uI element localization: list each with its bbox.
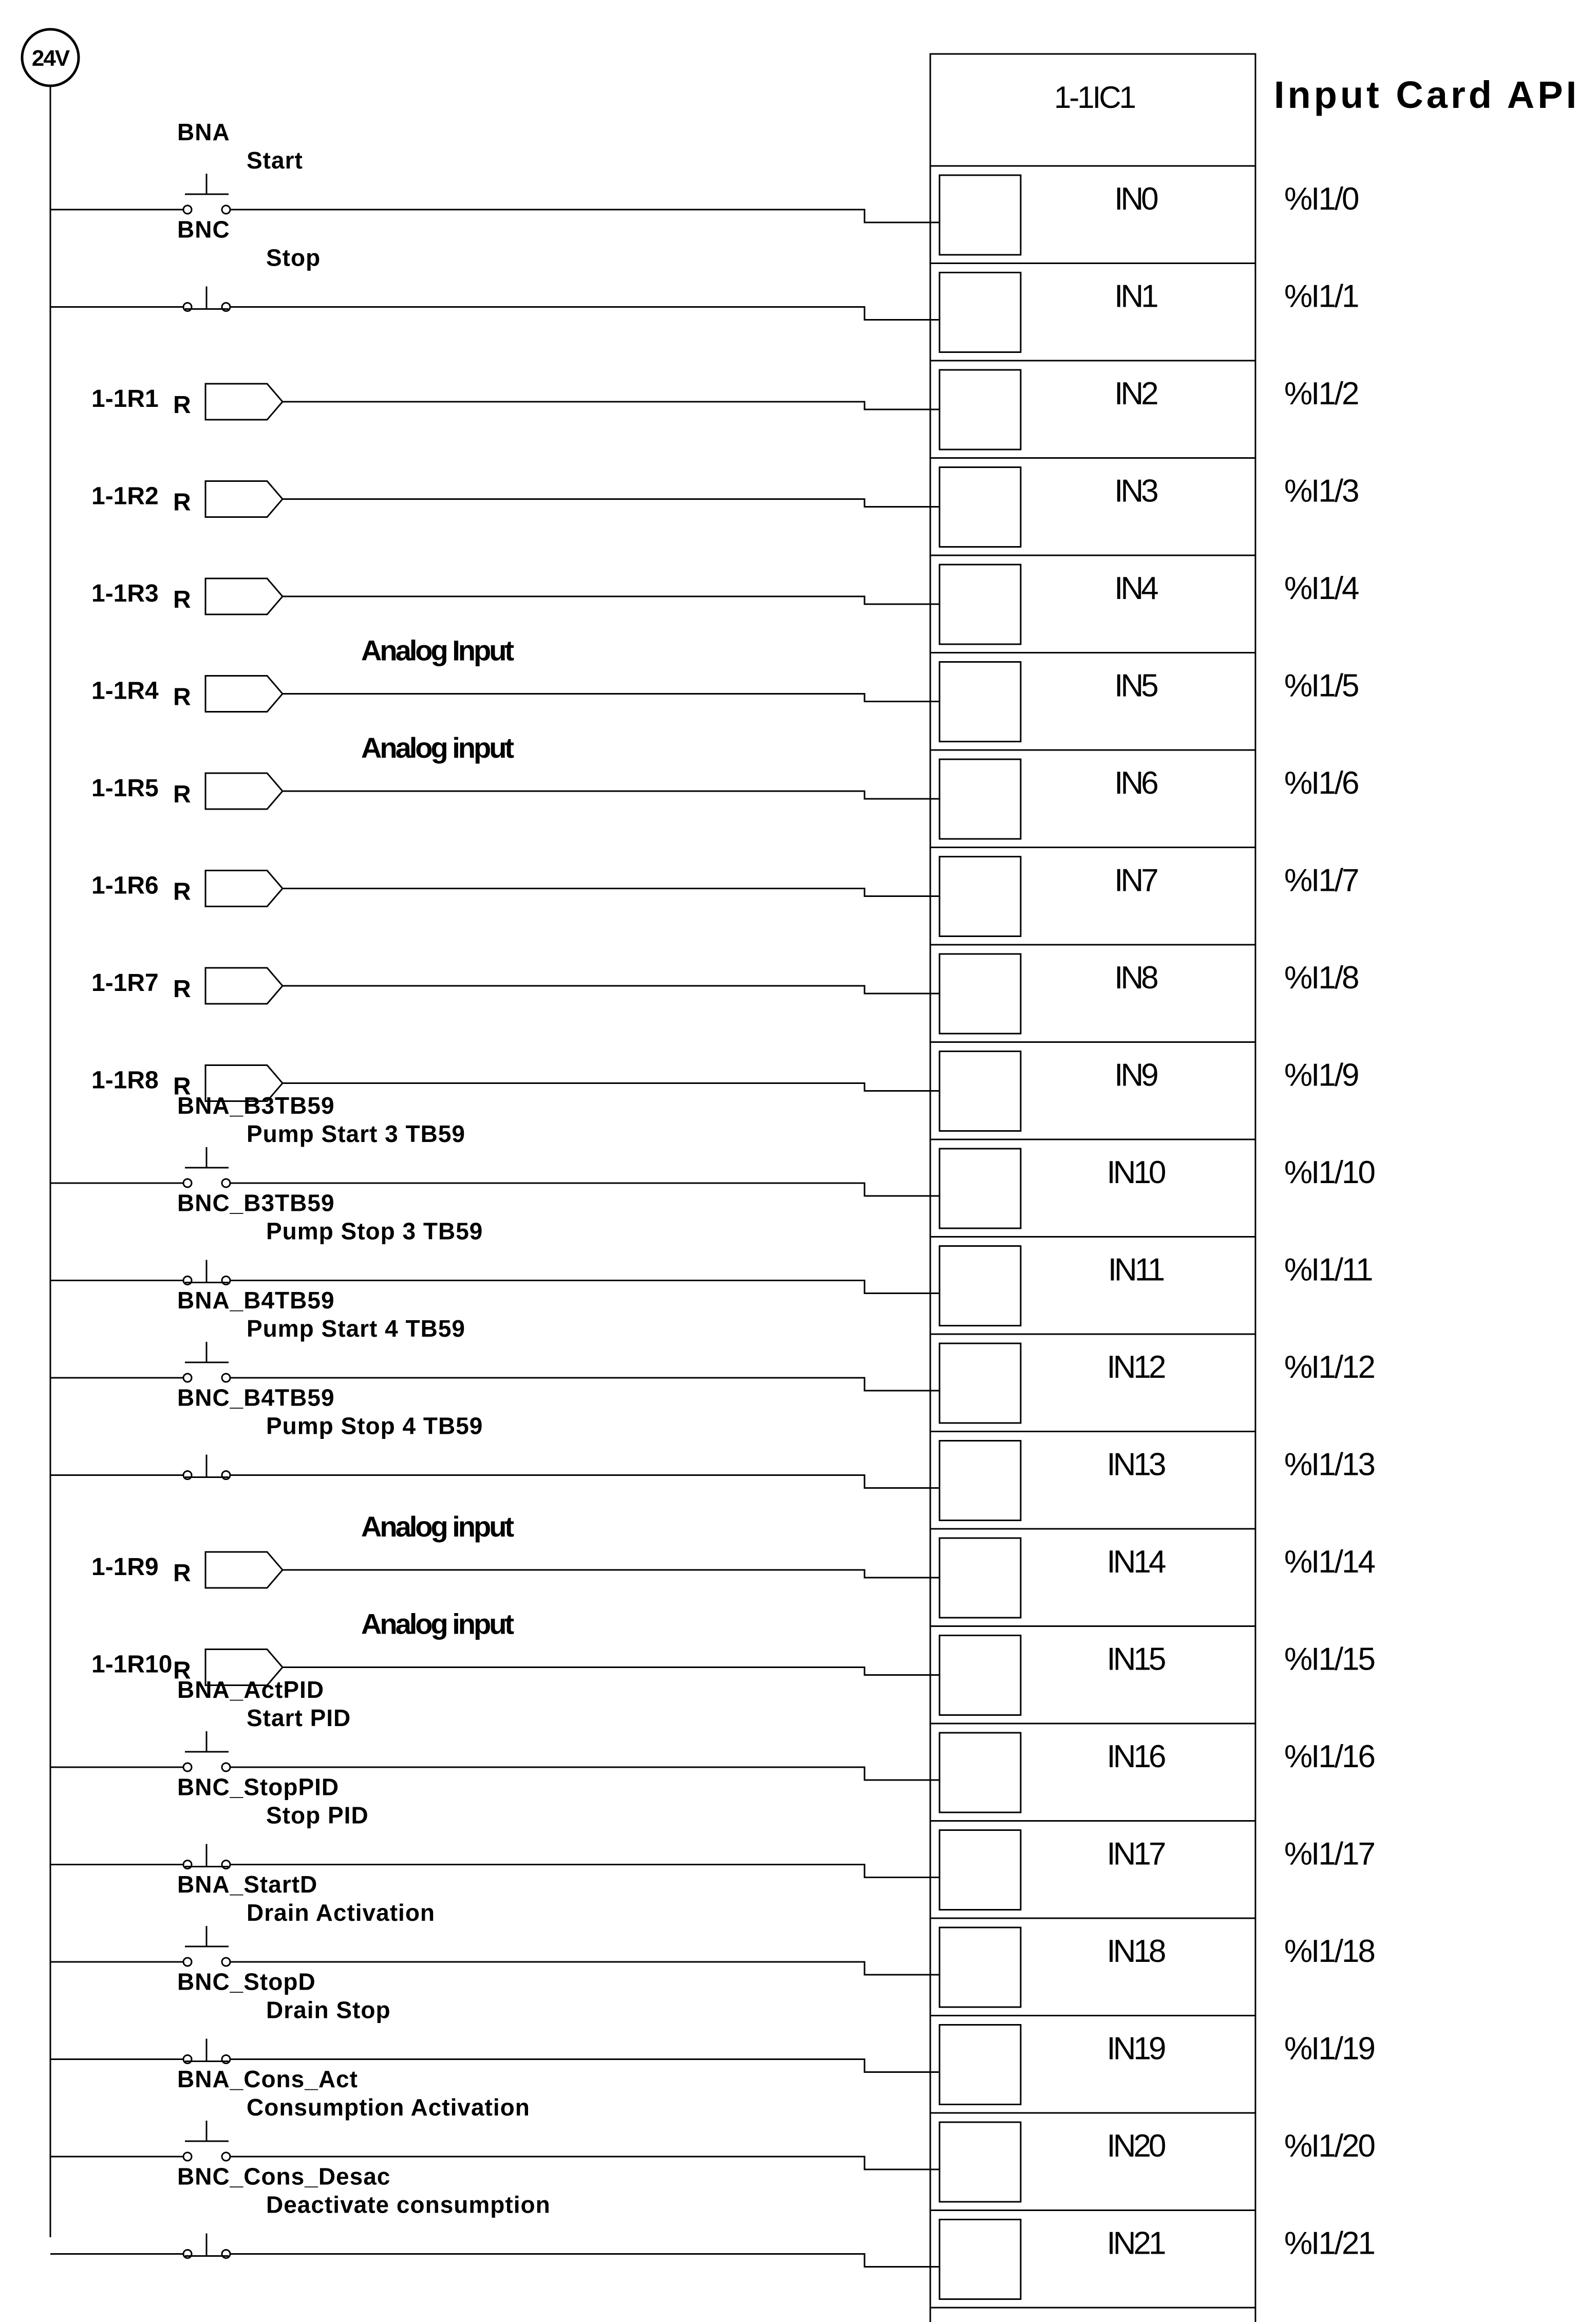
relay-contact-symbol: [205, 578, 283, 614]
input-address: %I1/16: [1284, 1739, 1375, 1774]
signal-wire: [230, 1183, 940, 1196]
signal-wire: [230, 1378, 940, 1391]
relay-contact-label: R: [173, 489, 191, 516]
supply-terminal: [22, 29, 79, 86]
input-number: IN15: [1106, 1641, 1164, 1677]
input-terminal-box: [940, 2025, 1021, 2105]
input-terminal-box: [940, 1052, 1021, 1131]
signal-wire: [230, 1475, 940, 1488]
contact-terminal: [222, 1763, 230, 1771]
input-terminal-box: [940, 467, 1021, 547]
relay-contact-symbol: [205, 773, 283, 809]
pushbutton-device-label: BNC_Cons_Desac: [177, 2163, 391, 2190]
relay-device-label: 1-1R6: [91, 872, 159, 900]
contact-terminal: [222, 2055, 230, 2064]
contact-terminal: [183, 2055, 192, 2064]
relay-contact-label: R: [173, 976, 191, 1003]
relay-contact-label: R: [173, 1560, 191, 1587]
card-title: Input Card API: [1274, 73, 1580, 116]
relay-contact-label: R: [173, 586, 191, 613]
rung-in3: [91, 458, 1358, 556]
contact-terminal: [222, 1861, 230, 1869]
contact-terminal: [183, 1861, 192, 1869]
input-card-header: [930, 54, 1580, 166]
rung-in2: [91, 361, 1358, 458]
relay-contact-symbol: [205, 676, 283, 712]
signal-wire: [283, 402, 940, 409]
analog-input-note: Analog input: [361, 1510, 513, 1543]
contact-terminal: [222, 1471, 230, 1480]
input-address: %I1/18: [1284, 1934, 1375, 1969]
pushbutton-device-label: BNC_B4TB59: [177, 1384, 335, 1411]
signal-wire: [283, 889, 940, 896]
pushbutton-description: Drain Activation: [247, 1899, 436, 1926]
input-address: %I1/11: [1284, 1252, 1372, 1288]
input-terminal-box: [940, 1927, 1021, 2007]
input-terminal-box: [940, 1733, 1021, 1812]
rung-in4: [91, 555, 1359, 653]
input-number: IN11: [1107, 1252, 1163, 1288]
relay-device-label: 1-1R3: [91, 580, 159, 607]
input-address: %I1/21: [1284, 2225, 1375, 2261]
contact-terminal: [222, 2152, 230, 2161]
relay-device-label: 1-1R1: [91, 385, 159, 413]
pushbutton-device-label: BNA_StartD: [177, 1871, 318, 1898]
contact-terminal: [183, 1374, 192, 1382]
pushbutton-device-label: BNA_ActPID: [177, 1676, 325, 1703]
analog-input-note: Analog Input: [361, 634, 513, 667]
signal-wire: [283, 499, 940, 507]
relay-contact-symbol: [205, 481, 283, 517]
rung-in8: [91, 945, 1358, 1042]
signal-wire: [283, 1668, 940, 1675]
input-number: IN3: [1114, 473, 1156, 509]
input-number: IN17: [1106, 1836, 1164, 1872]
input-address: %I1/9: [1284, 1057, 1358, 1093]
input-address: %I1/13: [1284, 1447, 1375, 1483]
input-terminal-box: [940, 2220, 1021, 2299]
pushbutton-device-label: BNA: [177, 119, 230, 145]
signal-wire: [230, 1962, 940, 1975]
relay-contact-label: R: [173, 1073, 191, 1100]
input-number: IN6: [1114, 765, 1156, 801]
relay-contact-symbol: [205, 968, 283, 1004]
contact-terminal: [222, 1277, 230, 1285]
input-terminal-box: [940, 1246, 1021, 1326]
input-terminal-box: [940, 857, 1021, 937]
contact-terminal: [222, 303, 230, 311]
input-address: %I1/12: [1284, 1350, 1375, 1385]
signal-wire: [230, 1865, 940, 1878]
pushbutton-device-label: BNA_B4TB59: [177, 1287, 335, 1314]
signal-wire: [283, 1570, 940, 1578]
relay-contact-label: R: [173, 683, 191, 711]
relay-contact-symbol: [205, 871, 283, 907]
relay-contact-label: R: [173, 878, 191, 906]
input-number: IN13: [1106, 1447, 1164, 1483]
pushbutton-device-label: BNC: [177, 216, 230, 243]
pushbutton-device-label: BNC_StopD: [177, 1968, 316, 1995]
contact-terminal: [183, 2250, 192, 2258]
input-number: IN2: [1114, 376, 1156, 411]
analog-input-note: Analog input: [361, 732, 513, 764]
signal-wire: [283, 986, 940, 994]
contact-terminal: [222, 1374, 230, 1382]
pushbutton-description: Stop: [266, 244, 321, 271]
signal-wire: [230, 307, 940, 320]
input-terminal-box: [940, 1830, 1021, 1910]
input-terminal-box: [940, 1343, 1021, 1423]
pushbutton-description: Pump Start 4 TB59: [247, 1315, 465, 1342]
contact-terminal: [222, 1958, 230, 1966]
input-number: IN4: [1114, 571, 1156, 606]
input-address: %I1/4: [1284, 571, 1358, 606]
pushbutton-device-label: BNC_B3TB59: [177, 1189, 335, 1216]
contact-terminal: [183, 1277, 192, 1285]
input-address: %I1/1: [1284, 278, 1358, 314]
pushbutton-description: Start: [247, 147, 303, 174]
input-number: IN16: [1106, 1739, 1164, 1774]
pushbutton-description: Pump Start 3 TB59: [247, 1120, 465, 1147]
relay-device-label: 1-1R2: [91, 482, 159, 510]
input-number: IN5: [1114, 668, 1156, 704]
input-number: IN12: [1106, 1350, 1164, 1385]
pushbutton-description: Pump Stop 4 TB59: [266, 1412, 483, 1439]
pushbutton-device-label: BNA_Cons_Act: [177, 2066, 358, 2092]
input-terminal-box: [940, 273, 1021, 352]
input-terminal-box: [940, 370, 1021, 450]
input-terminal-box: [940, 1149, 1021, 1228]
relay-device-label: 1-1R5: [91, 775, 159, 802]
input-number: IN21: [1106, 2225, 1164, 2261]
pushbutton-device-label: BNC_StopPID: [177, 1773, 340, 1801]
contact-terminal: [183, 205, 192, 214]
input-number: IN20: [1106, 2128, 1164, 2164]
pushbutton-description: Drain Stop: [266, 1996, 391, 2024]
input-address: %I1/5: [1284, 668, 1358, 704]
rung-in7: [91, 848, 1358, 945]
relay-device-label: 1-1R8: [91, 1066, 159, 1094]
contact-terminal: [183, 303, 192, 311]
input-address: %I1/19: [1284, 2031, 1375, 2067]
input-address: %I1/15: [1284, 1641, 1375, 1677]
relay-contact-label: R: [173, 781, 191, 808]
input-address: %I1/8: [1284, 960, 1358, 996]
input-terminal-box: [940, 1441, 1021, 1521]
pushbutton-description: Stop PID: [266, 1802, 369, 1829]
input-terminal-box: [940, 662, 1021, 742]
input-terminal-box: [940, 565, 1021, 644]
signal-wire: [230, 1281, 940, 1294]
input-number: IN7: [1114, 863, 1156, 898]
input-number: IN8: [1114, 960, 1156, 996]
input-terminal-box: [940, 759, 1021, 839]
input-address: %I1/14: [1284, 1544, 1375, 1580]
input-terminal-box: [940, 175, 1021, 255]
input-number: IN9: [1114, 1057, 1156, 1093]
input-terminal-box: [940, 1538, 1021, 1618]
contact-terminal: [183, 1471, 192, 1480]
input-address: %I1/20: [1284, 2128, 1375, 2164]
relay-device-label: 1-1R9: [91, 1553, 159, 1581]
relay-device-label: 1-1R7: [91, 969, 159, 997]
input-address: %I1/0: [1284, 181, 1358, 217]
relay-contact-label: R: [173, 391, 191, 419]
contact-terminal: [183, 1179, 192, 1187]
input-terminal-box: [940, 1636, 1021, 1715]
signal-wire: [283, 1083, 940, 1091]
signal-wire: [283, 694, 940, 702]
card-label: 1-1IC1: [1054, 80, 1135, 115]
relay-device-label: 1-1R10: [91, 1651, 173, 1678]
relay-contact-symbol: [205, 1552, 283, 1588]
input-address: %I1/3: [1284, 473, 1358, 509]
signal-wire: [230, 2254, 940, 2267]
input-number: IN14: [1106, 1544, 1164, 1580]
input-number: IN0: [1114, 181, 1156, 217]
contact-terminal: [222, 205, 230, 214]
relay-contact-symbol: [205, 384, 283, 420]
input-terminal-box: [940, 2122, 1021, 2202]
supply-label: 24V: [31, 46, 69, 71]
signal-wire: [283, 596, 940, 604]
pushbutton-description: Consumption Activation: [247, 2094, 530, 2121]
pushbutton-description: Deactivate consumption: [266, 2191, 551, 2218]
contact-terminal: [222, 1179, 230, 1187]
input-terminal-box: [940, 954, 1021, 1034]
input-number: IN18: [1106, 1934, 1164, 1969]
input-address: %I1/2: [1284, 376, 1358, 411]
contact-terminal: [183, 1958, 192, 1966]
signal-wire: [230, 210, 940, 222]
input-address: %I1/6: [1284, 765, 1358, 801]
input-address: %I1/17: [1284, 1836, 1375, 1872]
relay-contact-label: R: [173, 1657, 191, 1684]
input-address: %I1/10: [1284, 1155, 1375, 1190]
pushbutton-device-label: BNA_B3TB59: [177, 1092, 335, 1119]
rungs: [50, 119, 1375, 2308]
contact-terminal: [222, 2250, 230, 2258]
contact-terminal: [183, 1763, 192, 1771]
input-number: IN10: [1106, 1155, 1164, 1190]
input-number: IN1: [1114, 278, 1156, 314]
input-number: IN19: [1106, 2031, 1164, 2067]
contact-terminal: [183, 2152, 192, 2161]
input-address: %I1/7: [1284, 863, 1358, 898]
signal-wire: [283, 791, 940, 799]
relay-device-label: 1-1R4: [91, 677, 159, 705]
pushbutton-description: Start PID: [247, 1705, 351, 1731]
analog-input-note: Analog input: [361, 1607, 513, 1640]
pushbutton-description: Pump Stop 3 TB59: [266, 1218, 483, 1245]
